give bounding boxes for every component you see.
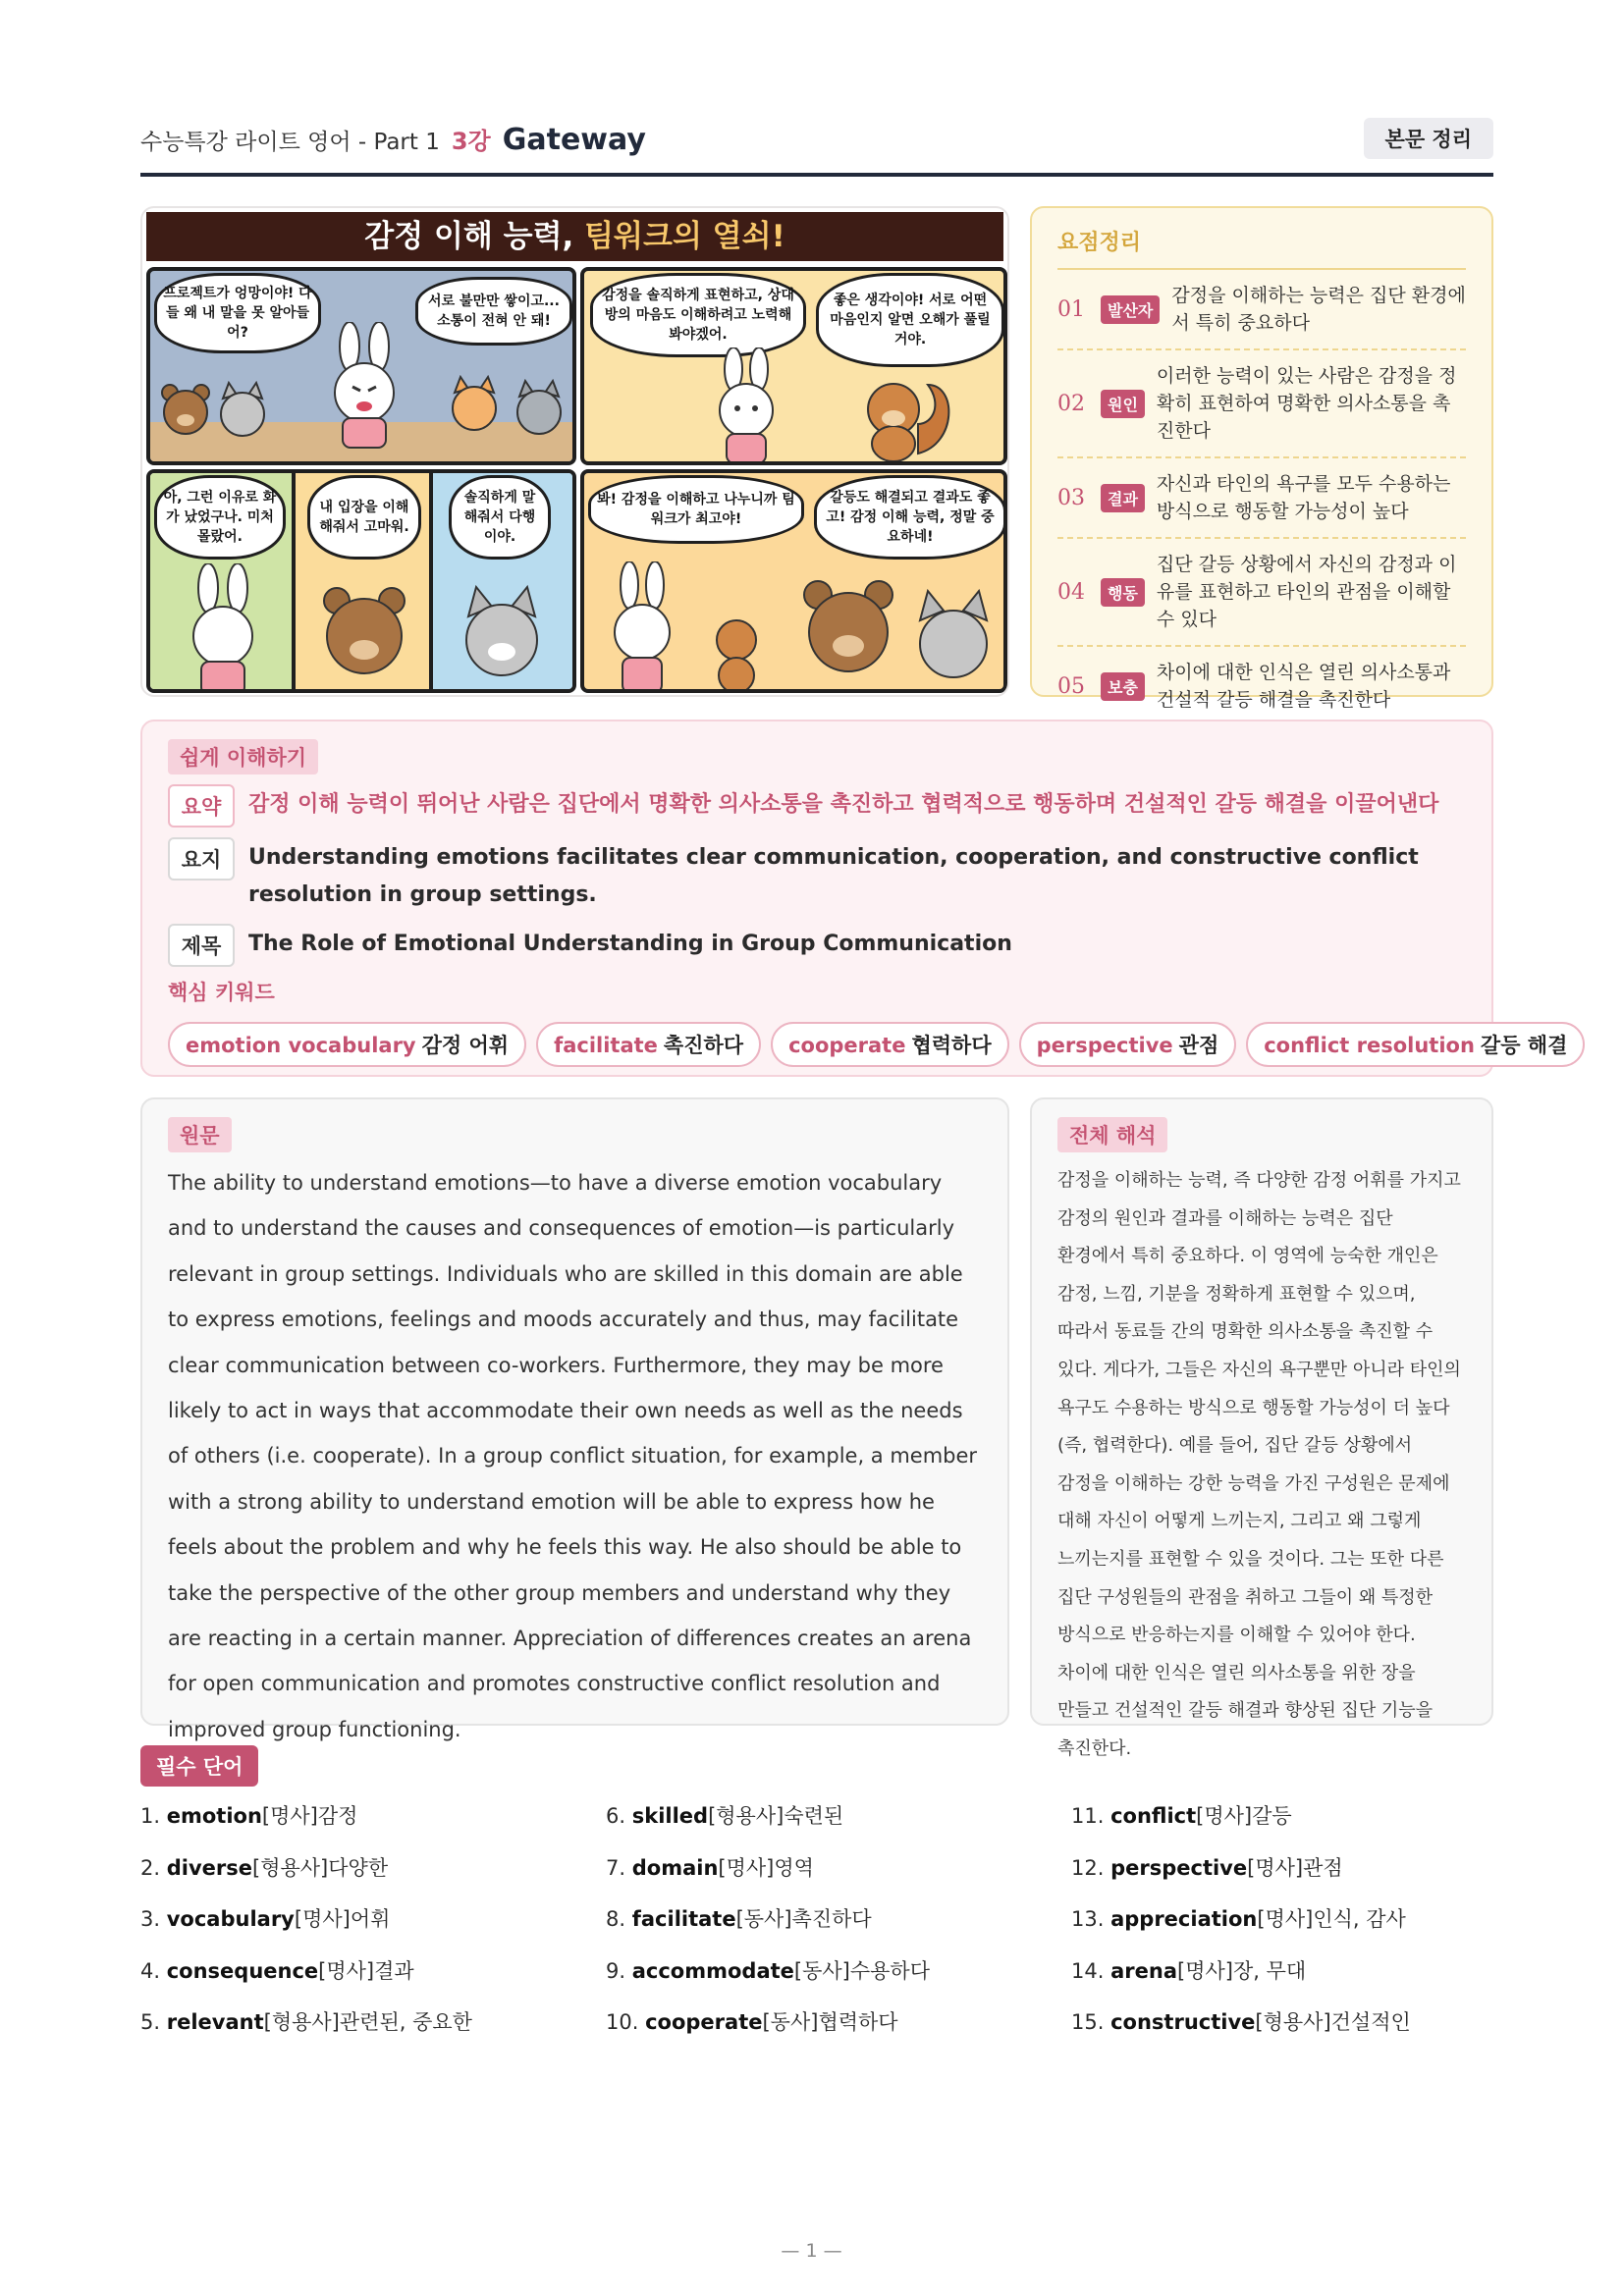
vocabulary-item: [1071, 1955, 1493, 2007]
key-point-tag: 결과: [1101, 484, 1145, 512]
vocabulary-number: 7.: [606, 1855, 626, 1880]
comic-panel-4: [580, 469, 1007, 693]
vocabulary-number: 2.: [140, 1855, 161, 1880]
comic-illustration: [140, 206, 1009, 697]
translation-text: 감정을 이해하는 능력, 즉 다양한 감정 어휘를 가지고 감정의 원인과 결과를 이해하는 능력은 집단 환경에서 특히 중요하다. 이 영역에 능숙한 개인은 감정, 느낌, 기분을 정확하게 표현할 수 있으며, 따라서 동료들 간의 명확한 의사소통을 촉진할 수 있다. 게다가, 그들은 자신의 욕구뿐만 아니라 타인의 욕구도 수용하는 방식으로 행동할 가능성이 더 높다(즉, 협력한다). 예를 들어, 집단 갈등 상황에서 감정을 이해하는 강한 능력을 가진 구성원은 문제에 대해 자신이 어떻게 느끼는지, 그리고 왜 그렇게 느끼는지를 표현할 수 있을 것이다. 그는 또한 다른 집단 구성원들의 관점을 취하고 그들이 왜 특정한 방식으로 반응하는지를 이해할 수 있어야 한다. 차이에 대한 인식은 열린 의사소통을 위한 장을 만들고 건설적인 갈등 해결과 향상된 집단 기능을 촉진한다.: [1057, 1170, 1461, 1759]
vocabulary-number: 1.: [140, 1804, 161, 1828]
vocabulary-word: appreciation: [1110, 1907, 1258, 1931]
vocabulary-item: [606, 2006, 1071, 2058]
vocabulary-item: [140, 1955, 606, 2007]
rabbit-illustration: [315, 322, 413, 450]
keyword-korean: 관점: [1178, 1034, 1219, 1057]
lesson-number: 3강: [451, 128, 491, 155]
key-point-text: 자신과 타인의 욕구를 모두 수용하는 방식으로 행동할 가능성이 높다: [1156, 473, 1451, 522]
bear-illustration: [794, 575, 902, 693]
comic-banner: [146, 212, 1003, 261]
vocabulary-number: 3.: [140, 1907, 161, 1931]
key-point-text: 집단 갈등 상황에서 자신의 감정과 이유를 표현하고 타인의 관점을 이해할 수 있다: [1156, 554, 1457, 630]
vocabulary-meaning: [형용사]다양한: [252, 1855, 389, 1880]
gist-text: Understanding emotions facilitates clear communication, cooperation, and constructive conflict resolution in group settings.: [248, 845, 1419, 907]
keyword-english: emotion vocabulary: [186, 1034, 416, 1057]
vocabulary-number: 9.: [606, 1958, 626, 1983]
cat-illustration: [213, 381, 272, 440]
series-name: 수능특강 라이트 영어 - Part 1: [140, 130, 440, 155]
vocabulary-meaning: [명사]관점: [1247, 1855, 1343, 1880]
title-label: 제목: [168, 924, 235, 967]
comic-banner-highlight: 팀워크의 열쇠!: [573, 219, 785, 254]
keyword-korean: 협력하다: [911, 1034, 992, 1057]
comic-panel-2: [580, 267, 1007, 465]
key-point-number: 04: [1057, 579, 1085, 605]
vocabulary-item: [140, 1852, 606, 1904]
vocabulary-word: perspective: [1110, 1855, 1248, 1880]
key-point-item: [1057, 539, 1466, 647]
key-point-item: [1057, 350, 1466, 458]
cat-illustration: [904, 585, 1002, 693]
easy-understanding-title: 쉽게 이해하기: [168, 739, 318, 774]
vocabulary-meaning: [명사]감정: [261, 1804, 358, 1828]
easy-understanding-card: [140, 720, 1568, 1077]
vocabulary-word: facilitate: [631, 1907, 736, 1931]
title-row: [168, 924, 1466, 967]
keyword-korean: 촉진하다: [663, 1034, 744, 1057]
speech-bubble: 내 입장을 이해해줘서 고마워.: [307, 475, 421, 560]
speech-bubble: 감정을 솔직하게 표현하고, 상대방의 마음도 이해하려고 노력해봐야겠어.: [590, 273, 806, 357]
key-point-tag: 발산자: [1101, 295, 1160, 324]
vocabulary-meaning: [명사]인식, 감사: [1257, 1907, 1406, 1931]
vocabulary-word: arena: [1110, 1958, 1177, 1983]
vocabulary-number: 11.: [1071, 1804, 1105, 1828]
original-title: 원문: [168, 1117, 232, 1152]
vocabulary-meaning: [명사]어휘: [294, 1907, 391, 1931]
rabbit-illustration: [598, 561, 686, 693]
translation-title: 전체 해석: [1057, 1117, 1167, 1152]
vocabulary-word: skilled: [631, 1804, 709, 1828]
vocabulary-list: [140, 1800, 1493, 2058]
vocabulary-meaning: [명사]결과: [318, 1958, 414, 1983]
summary-label: 요약: [168, 784, 235, 828]
vocabulary-item: [1071, 1852, 1493, 1904]
translation-card: [1030, 1097, 1493, 1759]
vocabulary-item: [140, 1903, 606, 1955]
key-point-text: 차이에 대한 인식은 열린 의사소통과 건설적 갈등 해결을 촉진한다: [1156, 662, 1451, 711]
rabbit-illustration: [702, 347, 790, 465]
key-point-text: 이러한 능력이 있는 사람은 감정을 정확히 표현하여 명확한 의사소통을 촉진한다: [1156, 365, 1457, 442]
key-point-tag: 원인: [1101, 390, 1145, 418]
vocabulary-item: [1071, 1903, 1493, 1955]
keyword-chip: [168, 1022, 526, 1067]
title-text: The Role of Emotional Understanding in Group Communication: [248, 932, 1012, 956]
vocabulary-number: 15.: [1071, 2010, 1105, 2034]
rabbit-illustration: [174, 563, 272, 693]
key-point-number: 05: [1057, 673, 1085, 699]
speech-bubble: 솔직하게 말해줘서 다행이야.: [449, 475, 551, 560]
vocabulary-word: domain: [631, 1855, 719, 1880]
vocabulary-word: relevant: [166, 2010, 264, 2034]
vocabulary-title: 필수 단어: [140, 1745, 258, 1787]
vocabulary-item: [606, 1955, 1071, 2007]
page-number: — 1 —: [781, 2240, 842, 2262]
keyword-english: cooperate: [788, 1034, 906, 1057]
key-point-tag: 보충: [1101, 672, 1145, 701]
keyword-chip: [1246, 1022, 1585, 1067]
cat-illustration: [453, 581, 551, 693]
summary-row: [168, 784, 1466, 828]
vocabulary-word: consequence: [166, 1958, 319, 1983]
cat-illustration: [445, 375, 504, 434]
keyword-korean: 갈등 해결: [1480, 1034, 1568, 1057]
key-points-card: [1030, 206, 1493, 711]
vocabulary-item: [1071, 2006, 1493, 2058]
key-point-number: 02: [1057, 391, 1085, 416]
vocabulary-meaning: [동사]촉진하다: [735, 1907, 872, 1931]
vocabulary-number: 4.: [140, 1958, 161, 1983]
vocabulary-word: cooperate: [645, 2010, 763, 2034]
cat-illustration: [510, 379, 568, 438]
squirrel-illustration: [702, 611, 771, 693]
key-point-tag: 행동: [1101, 578, 1145, 607]
vocabulary-meaning: [동사]협력하다: [762, 2010, 898, 2034]
vocabulary-word: vocabulary: [166, 1907, 295, 1931]
comic-banner-main: 감정 이해 능력,: [364, 219, 574, 254]
vocabulary-word: constructive: [1110, 2010, 1256, 2034]
vocabulary-item: [606, 1852, 1071, 1904]
key-point-number: 03: [1057, 485, 1085, 510]
key-point-number: 01: [1057, 296, 1085, 322]
comic-panel-3: [146, 469, 576, 693]
vocabulary-meaning: [명사]장, 무대: [1177, 1958, 1307, 1983]
vocabulary-meaning: [명사]갈등: [1196, 1804, 1292, 1828]
summary-text: 감정 이해 능력이 뛰어난 사람은 집단에서 명확한 의사소통을 촉진하고 협력적으로 행동하며 건설적인 갈등 해결을 이끌어낸다: [248, 792, 1439, 817]
vocabulary-number: 10.: [606, 2010, 639, 2034]
page-header: [140, 116, 1493, 177]
vocabulary-item: [140, 1800, 606, 1852]
vocabulary-number: 12.: [1071, 1855, 1105, 1880]
speech-bubble: 프로젝트가 엉망이야! 다들 왜 내 말을 못 알아들어?: [154, 273, 321, 353]
vocabulary-item: [1071, 1800, 1493, 1852]
vocabulary-number: 13.: [1071, 1907, 1105, 1931]
speech-bubble: 갈등도 해결되고 결과도 좋고! 감정 이해 능력, 정말 중요하네!: [814, 475, 1006, 560]
lesson-title: Gateway: [502, 123, 646, 157]
keywords-title: 핵심 키워드: [168, 981, 275, 1004]
vocabulary-word: accommodate: [631, 1958, 794, 1983]
gist-row: [168, 837, 1466, 914]
key-points-title: 요점정리: [1057, 226, 1466, 270]
bear-illustration: [315, 581, 413, 693]
bear-illustration: [156, 379, 215, 438]
gist-label: 요지: [168, 837, 235, 881]
vocabulary-word: diverse: [166, 1855, 252, 1880]
original-text-card: [140, 1097, 1009, 1741]
speech-bubble: 아, 그런 이유로 화가 났었구나. 미처 몰랐어.: [154, 475, 286, 560]
vocabulary-number: 6.: [606, 1804, 626, 1828]
vocabulary-item: [606, 1800, 1071, 1852]
keyword-english: conflict resolution: [1264, 1034, 1475, 1057]
section-badge: 본문 정리: [1364, 118, 1493, 159]
original-text: The ability to understand emotions—to have a diverse emotion vocabulary and to understand the causes and consequences of emotion—is particularly relevant in group settings. Individuals who are skilled in this domain are able to express emotions, feelings and moods accurately and thus, may facilitate clear communication between co-workers. Furthermore, they may be more likely to act in ways that accommodate their own needs as well as the needs of others (i.e. cooperate). In a group conflict situation, for example, a member with a strong ability to understand emotion will be able to express how he feels about the problem and why he feels this way. He also should be able to take the perspective of the other group members and understand why they are reacting in a certain manner. Appreciation of differences creates an arena for open communication and promotes constructive conflict resolution and improved group functioning.: [168, 1171, 978, 1741]
vocabulary-item: [606, 1903, 1071, 1955]
squirrel-illustration: [849, 365, 957, 463]
keyword-english: perspective: [1036, 1034, 1173, 1057]
comic-panel-1: [146, 267, 576, 465]
vocabulary-meaning: [형용사]건설적인: [1255, 2010, 1411, 2034]
header-title-group: [140, 122, 646, 157]
vocabulary-number: 5.: [140, 2010, 161, 2034]
keyword-chip: [536, 1022, 761, 1067]
key-point-text: 감정을 이해하는 능력은 집단 환경에서 특히 중요하다: [1171, 285, 1466, 334]
speech-bubble: 서로 불만만 쌓이고... 소통이 전혀 안 돼!: [415, 277, 572, 346]
vocabulary-word: conflict: [1110, 1804, 1197, 1828]
vocabulary-item: [140, 2006, 606, 2058]
vocabulary-meaning: [명사]영역: [718, 1855, 814, 1880]
speech-bubble: 좋은 생각이야! 서로 어떤 마음인지 알면 오해가 풀릴 거야.: [816, 273, 1004, 367]
keyword-list: [168, 1022, 1568, 1067]
vocabulary-number: 8.: [606, 1907, 626, 1931]
vocabulary-meaning: [형용사]관련된, 중요한: [263, 2010, 472, 2034]
speech-bubble: 봐! 감정을 이해하고 나누니까 팀워크가 최고야!: [588, 475, 804, 544]
keyword-chip: [771, 1022, 1009, 1067]
vocabulary-meaning: [형용사]숙련된: [708, 1804, 844, 1828]
keyword-english: facilitate: [554, 1034, 658, 1057]
key-point-item: [1057, 270, 1466, 350]
key-point-item: [1057, 458, 1466, 539]
keyword-chip: [1019, 1022, 1237, 1067]
vocabulary-word: emotion: [166, 1804, 262, 1828]
keyword-korean: 감정 어휘: [421, 1034, 510, 1057]
vocabulary-meaning: [동사]수용하다: [793, 1958, 931, 1983]
key-point-item: [1057, 647, 1466, 727]
vocabulary-number: 14.: [1071, 1958, 1105, 1983]
